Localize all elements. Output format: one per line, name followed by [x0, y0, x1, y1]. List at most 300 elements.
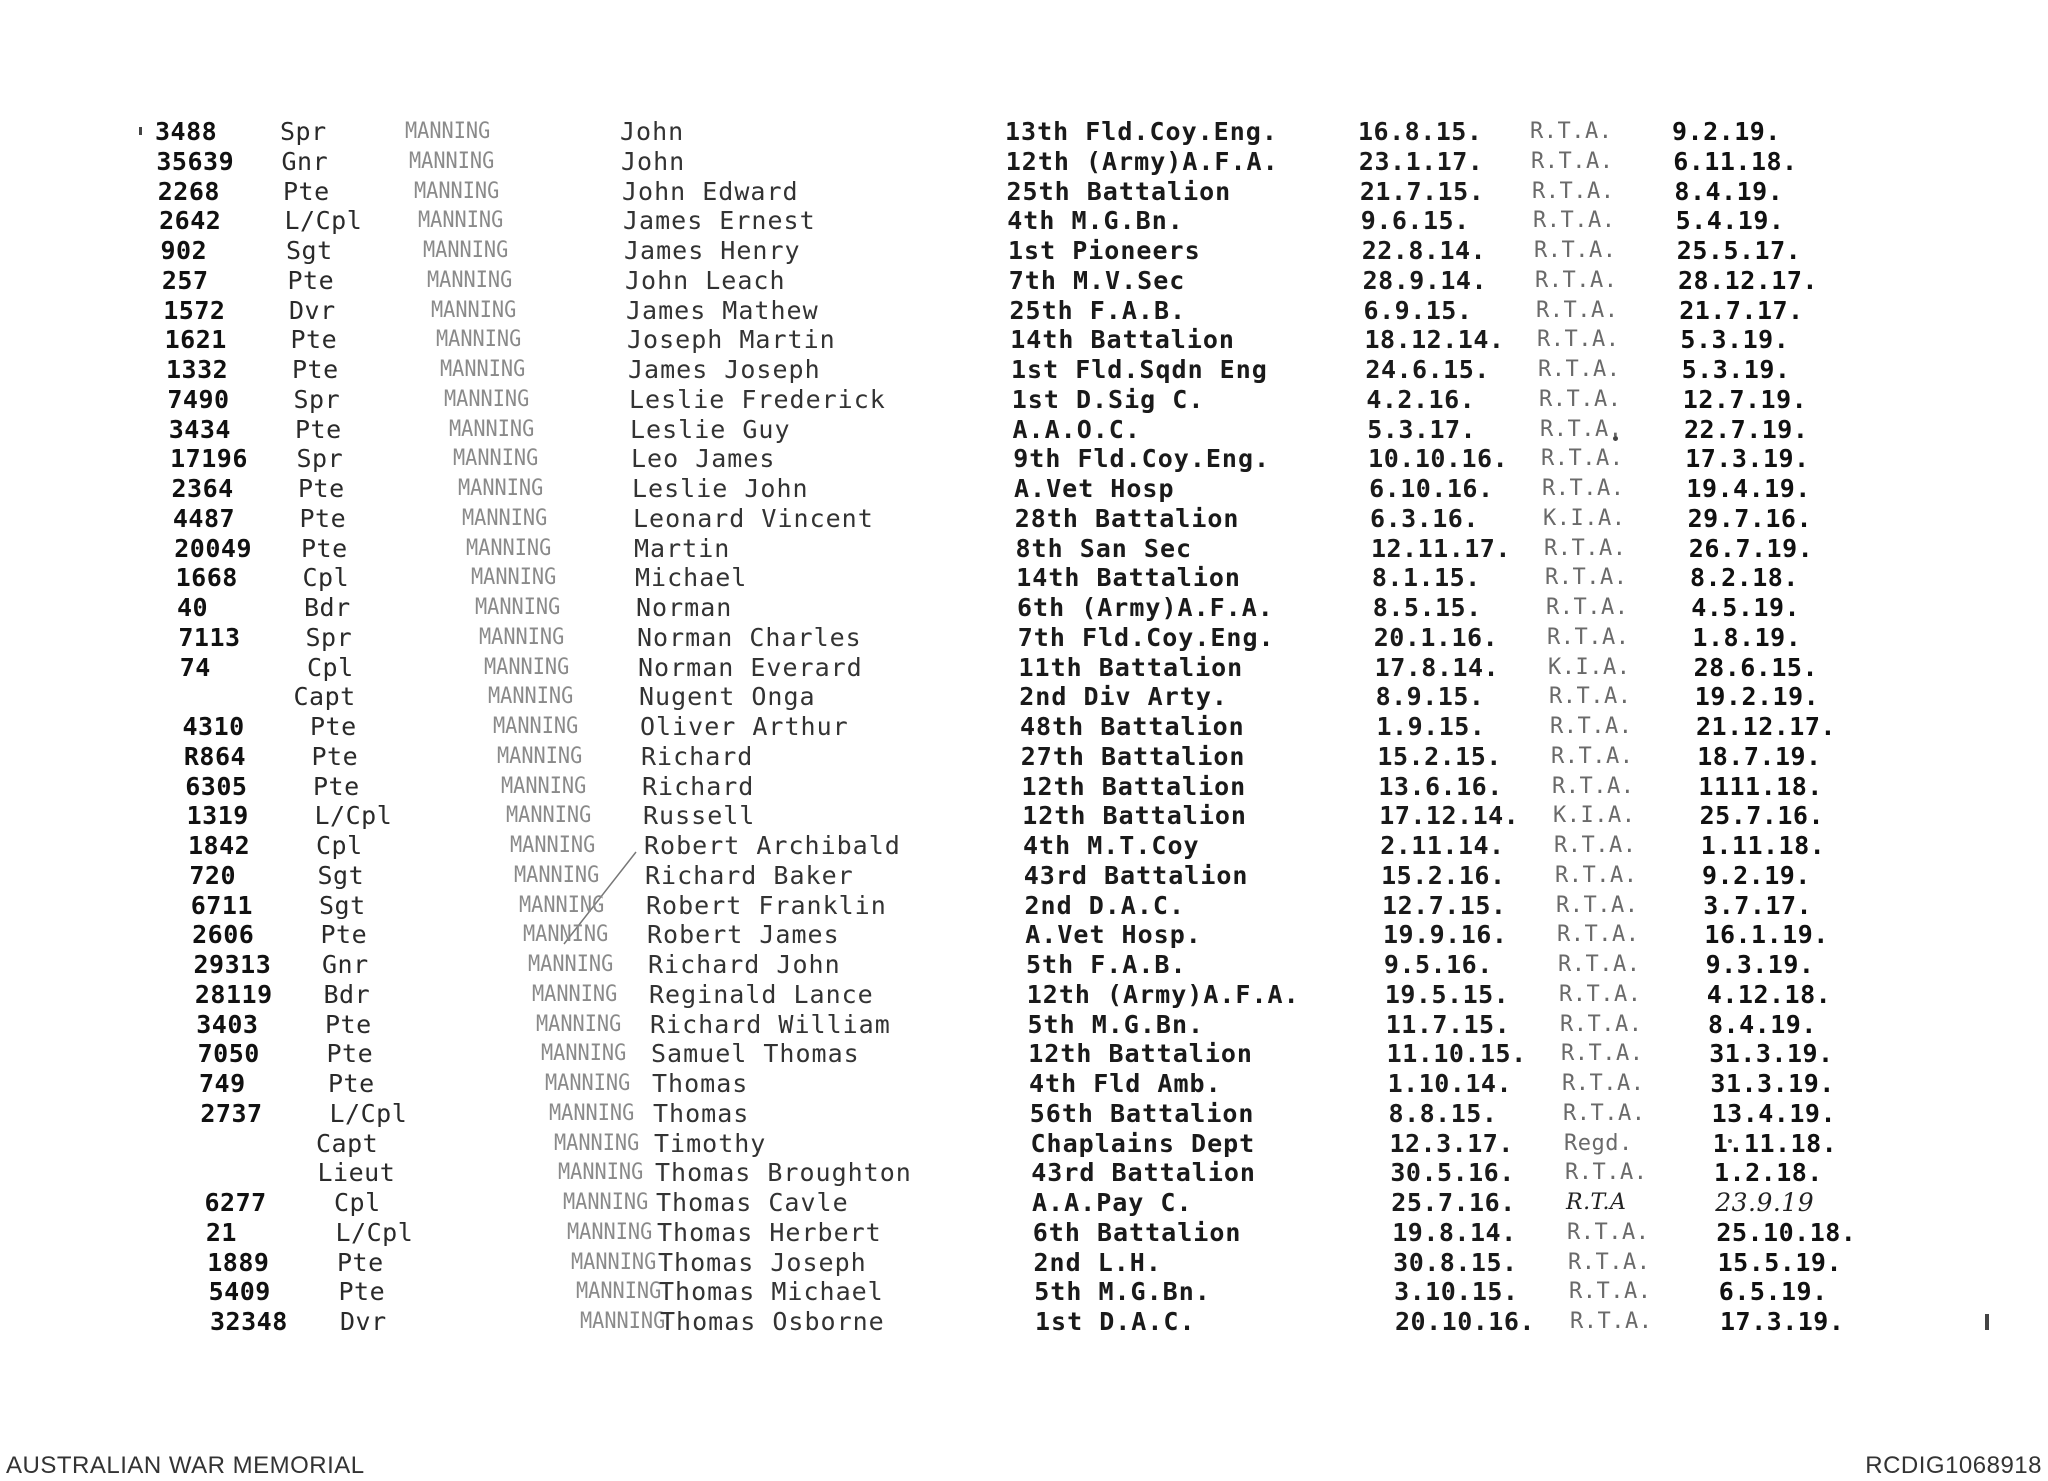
- table-row: [0, 535, 2048, 563]
- fate: R.T.A.: [1545, 565, 1628, 591]
- fate: R.T.A.: [1531, 148, 1614, 174]
- table-row: [0, 1219, 2048, 1247]
- surname: MANNING: [518, 892, 605, 918]
- fate: R.T.A.: [1537, 327, 1620, 353]
- enlisted-date: 9.5.16.: [1383, 950, 1493, 979]
- given-names: Norman Everard: [638, 652, 863, 682]
- return-date: 6.5.19.: [1718, 1277, 1828, 1307]
- surname: MANNING: [457, 476, 543, 501]
- institution-label: AUSTRALIAN WAR MEMORIAL: [6, 1452, 365, 1479]
- fate: R.T.A.: [1561, 1041, 1644, 1067]
- surname: MANNING: [440, 357, 526, 382]
- rank: Gnr: [322, 950, 369, 979]
- fate: R.T.A.: [1560, 1011, 1643, 1037]
- given-names: Norman Charles: [637, 622, 862, 652]
- enlisted-date: 1.9.15.: [1376, 712, 1486, 741]
- given-names: John Edward: [622, 176, 799, 206]
- return-date: 1.8.19.: [1692, 622, 1802, 652]
- fate: R.T.A.: [1530, 119, 1613, 144]
- enlisted-date: 19.5.15.: [1384, 979, 1510, 1009]
- rank: Bdr: [304, 593, 351, 622]
- rank: Spr: [293, 384, 341, 414]
- return-date: 4.5.19.: [1691, 593, 1801, 622]
- return-date: 9.2.19.: [1702, 860, 1811, 890]
- service-number: 2268: [157, 176, 220, 206]
- given-names: Leslie Guy: [630, 414, 791, 444]
- rank: Pte: [295, 414, 342, 444]
- service-number: 3488: [155, 117, 218, 146]
- service-number: 20049: [174, 533, 253, 563]
- unit: 7th Fld.Coy.Eng.: [1017, 622, 1275, 652]
- surname: MANNING: [562, 1190, 648, 1215]
- return-date: 1.11.18.: [1712, 1128, 1838, 1158]
- surname: MANNING: [483, 654, 570, 680]
- rank: Pte: [311, 741, 359, 771]
- fate: R.T.A.: [1567, 1219, 1650, 1245]
- unit: 11th Battalion: [1018, 652, 1244, 682]
- given-names: John: [620, 117, 685, 146]
- service-number: 1842: [188, 831, 251, 860]
- given-names: Robert James: [647, 920, 840, 950]
- given-names: Russell: [643, 801, 756, 831]
- table-row: [0, 564, 2048, 592]
- given-names: Richard: [642, 771, 755, 801]
- fate: R.T.A.: [1547, 624, 1630, 650]
- service-number: 1889: [207, 1247, 270, 1277]
- enlisted-date: 5.3.17.: [1367, 414, 1477, 444]
- rank: Pte: [301, 533, 348, 563]
- surname: MANNING: [531, 981, 618, 1007]
- fate: R.T.A.: [1570, 1309, 1653, 1334]
- given-names: James Ernest: [623, 206, 816, 236]
- service-number: 35639: [156, 146, 235, 176]
- given-names: Leslie Frederick: [629, 384, 886, 414]
- unit: 14th Battalion: [1016, 563, 1241, 593]
- surname: MANNING: [479, 624, 565, 650]
- unit: 1st D.Sig C.: [1011, 384, 1205, 414]
- table-row: [0, 1070, 2048, 1098]
- surname: MANNING: [431, 297, 517, 323]
- table-row: [0, 178, 2048, 206]
- fate: R.T.A.: [1569, 1279, 1652, 1305]
- fate: K.I.A.: [1553, 803, 1636, 829]
- rank: L/Cpl: [314, 801, 393, 831]
- rank: Pte: [298, 474, 345, 503]
- surname: MANNING: [558, 1160, 644, 1186]
- surname: MANNING: [514, 862, 600, 888]
- return-date: 28.6.15.: [1693, 652, 1819, 682]
- table-row: [0, 207, 2048, 235]
- surname: MANNING: [553, 1130, 640, 1156]
- surname: MANNING: [566, 1219, 653, 1245]
- table-row: [0, 445, 2048, 473]
- service-number: 7490: [167, 384, 230, 414]
- surname: MANNING: [405, 119, 491, 144]
- enlisted-date: 13.6.16.: [1378, 771, 1503, 801]
- given-names: Thomas Herbert: [657, 1217, 882, 1247]
- enlisted-date: 23.1.17.: [1358, 146, 1484, 176]
- fate: R.T.A.: [1541, 446, 1624, 472]
- table-row: [0, 1011, 2048, 1039]
- fate: R.T.A.: [1550, 714, 1633, 739]
- table-row: [0, 416, 2048, 444]
- surname: MANNING: [418, 208, 504, 234]
- rank: Sgt: [319, 890, 366, 920]
- unit: 56th Battalion: [1029, 1098, 1255, 1128]
- unit: 2nd Div Arty.: [1019, 682, 1228, 712]
- table-row: [0, 505, 2048, 533]
- surname: MANNING: [448, 416, 535, 442]
- table-row: [0, 1308, 2048, 1336]
- unit: 25th F.A.B.: [1009, 295, 1187, 325]
- unit: 12th Battalion: [1028, 1039, 1253, 1069]
- return-date: 4.12.18.: [1706, 979, 1832, 1009]
- table-row: [0, 148, 2048, 176]
- service-number: 7113: [178, 622, 241, 652]
- unit: A.Vet Hosp: [1014, 474, 1175, 503]
- return-date: 16.1.19.: [1704, 920, 1829, 950]
- enlisted-date: 30.8.15.: [1393, 1247, 1518, 1277]
- unit: 4th M.G.Bn.: [1007, 206, 1184, 236]
- given-names: Robert Archibald: [644, 831, 901, 860]
- service-number: 40: [177, 593, 209, 622]
- unit: 6th (Army)A.F.A.: [1017, 593, 1274, 622]
- unit: A.A.Pay C.: [1032, 1188, 1193, 1217]
- surname: MANNING: [409, 148, 495, 174]
- return-date: 31.3.19.: [1709, 1039, 1834, 1069]
- table-row: [0, 1130, 2048, 1158]
- table-row: [0, 1249, 2048, 1277]
- enlisted-date: 24.6.15.: [1365, 355, 1490, 384]
- surname: MANNING: [575, 1279, 661, 1305]
- table-row: [0, 1189, 2048, 1217]
- service-number: R864: [183, 741, 247, 771]
- service-number: 2364: [171, 474, 234, 503]
- surname: MANNING: [536, 1011, 622, 1037]
- unit: Chaplains Dept: [1030, 1128, 1256, 1158]
- given-names: Joseph Martin: [627, 325, 836, 355]
- given-names: Michael: [635, 563, 748, 593]
- return-date: 1.11.18.: [1700, 831, 1826, 860]
- table-row: [0, 386, 2048, 414]
- enlisted-date: 4.2.16.: [1366, 384, 1476, 414]
- given-names: Thomas: [653, 1098, 750, 1128]
- service-number: 5409: [208, 1277, 271, 1307]
- fate: Regd.: [1564, 1130, 1633, 1156]
- surname: MANNING: [545, 1071, 631, 1096]
- return-date: 6.11.18.: [1673, 146, 1798, 176]
- table-row: [0, 683, 2048, 711]
- unit: 5th M.G.Bn.: [1027, 1009, 1205, 1039]
- rank: L/Cpl: [329, 1098, 408, 1128]
- service-number: 6277: [204, 1188, 267, 1217]
- return-date: 23.9.19: [1715, 1188, 1815, 1217]
- rank: Sgt: [286, 236, 333, 265]
- table-row: [0, 981, 2048, 1009]
- unit: 5th F.A.B.: [1026, 950, 1187, 979]
- enlisted-date: 8.1.15.: [1371, 563, 1481, 593]
- fate: R.T.A.: [1558, 952, 1641, 977]
- rank: Pte: [325, 1009, 372, 1039]
- enlisted-date: 3.10.15.: [1394, 1277, 1519, 1307]
- given-names: Thomas: [652, 1069, 749, 1098]
- surname: MANNING: [496, 743, 583, 769]
- unit: 2nd L.H.: [1033, 1247, 1162, 1277]
- fate: R.T.A.: [1539, 386, 1622, 412]
- return-date: 1111.18.: [1698, 771, 1823, 801]
- surname: MANNING: [413, 178, 500, 204]
- service-number: 28119: [194, 979, 273, 1009]
- table-row: [0, 118, 2048, 146]
- surname: MANNING: [444, 386, 530, 412]
- service-number: 74: [179, 652, 211, 682]
- table-row: [0, 713, 2048, 741]
- return-date: 29.7.16.: [1687, 503, 1813, 533]
- enlisted-date: 20.1.16.: [1373, 622, 1499, 652]
- table-row: [0, 1040, 2048, 1068]
- fate: R.T.A.: [1546, 595, 1629, 620]
- return-date: 28.12.17.: [1678, 265, 1818, 295]
- service-number: 1319: [186, 801, 249, 831]
- given-names: Leslie John: [632, 474, 809, 503]
- return-date: 12.7.19.: [1682, 384, 1808, 414]
- given-names: Leonard Vincent: [633, 503, 874, 533]
- fate: K.I.A.: [1548, 654, 1631, 680]
- rank: Dvr: [289, 295, 336, 325]
- surname: MANNING: [461, 505, 548, 531]
- rank: Cpl: [307, 652, 354, 682]
- given-names: James Henry: [624, 236, 801, 265]
- rank: Pte: [328, 1069, 375, 1098]
- unit: 27th Battalion: [1020, 741, 1246, 771]
- given-names: Norman: [636, 593, 733, 622]
- enlisted-date: 6.3.16.: [1370, 503, 1479, 533]
- service-number: 1621: [164, 325, 227, 355]
- unit: 7th M.V.Sec: [1008, 265, 1186, 295]
- unit: 1st Fld.Sqdn Eng: [1011, 355, 1268, 384]
- return-date: 17.3.19.: [1685, 444, 1810, 474]
- given-names: Richard: [641, 741, 754, 771]
- table-row: [0, 326, 2048, 354]
- unit: 1st D.A.C.: [1035, 1307, 1196, 1336]
- enlisted-date: 9.6.15.: [1360, 206, 1470, 236]
- service-number: 1668: [175, 563, 238, 593]
- unit: 12th Battalion: [1022, 801, 1247, 831]
- given-names: Reginald Lance: [649, 979, 874, 1009]
- fate: R.T.A.: [1554, 833, 1637, 858]
- surname: MANNING: [527, 952, 613, 977]
- surname: MANNING: [549, 1100, 635, 1126]
- given-names: Thomas Joseph: [658, 1247, 867, 1277]
- enlisted-date: 19.8.14.: [1392, 1217, 1517, 1247]
- return-date: 19.4.19.: [1686, 474, 1811, 503]
- return-date: 8.4.19.: [1708, 1009, 1817, 1039]
- service-number: 2642: [159, 206, 222, 236]
- given-names: Thomas Broughton: [655, 1158, 912, 1188]
- unit: 25th Battalion: [1006, 176, 1232, 206]
- rank: Cpl: [316, 831, 363, 860]
- rank: Spr: [305, 622, 353, 652]
- unit: 12th (Army)A.F.A.: [1005, 146, 1279, 176]
- return-date: 8.2.18.: [1690, 563, 1799, 593]
- fate: R.T.A.: [1552, 773, 1635, 799]
- fate: R.T.A.: [1533, 208, 1616, 234]
- given-names: Thomas Michael: [659, 1277, 884, 1307]
- fate: R.T.A.: [1565, 1160, 1648, 1186]
- table-row: [0, 921, 2048, 949]
- unit: 6th Battalion: [1032, 1217, 1242, 1247]
- given-names: Richard Baker: [645, 860, 854, 890]
- surname: MANNING: [510, 833, 596, 858]
- table-row: [0, 475, 2048, 503]
- rank: L/Cpl: [335, 1217, 414, 1247]
- fate: R.T.A.: [1555, 862, 1638, 888]
- surname: MANNING: [492, 714, 578, 739]
- rank: Capt: [316, 1128, 379, 1158]
- enlisted-date: 25.7.16.: [1391, 1188, 1516, 1217]
- rank: Sgt: [317, 860, 365, 890]
- enlisted-date: 22.8.14.: [1361, 236, 1487, 265]
- given-names: Timothy: [654, 1128, 767, 1158]
- given-names: James Joseph: [628, 355, 821, 384]
- surname: MANNING: [426, 267, 513, 293]
- service-number: 17196: [170, 444, 248, 474]
- table-row: [0, 594, 2048, 622]
- table-row: [0, 892, 2048, 920]
- table-row: [0, 1100, 2048, 1128]
- return-date: 25.5.17.: [1676, 236, 1802, 265]
- enlisted-date: 8.5.15.: [1372, 593, 1482, 622]
- fate: R.T.A.: [1532, 178, 1615, 204]
- surname: MANNING: [470, 565, 556, 591]
- rank: Spr: [280, 117, 327, 146]
- enlisted-date: 12.7.15.: [1382, 890, 1507, 920]
- given-names: Samuel Thomas: [651, 1039, 860, 1069]
- fate: R.T.A: [1566, 1190, 1627, 1215]
- enlisted-date: 15.2.15.: [1377, 741, 1502, 771]
- fate: R.T.A.: [1536, 297, 1619, 323]
- service-number: 6305: [185, 771, 248, 801]
- surname: MANNING: [580, 1309, 666, 1334]
- rank: Pte: [313, 771, 360, 801]
- fate: R.T.A.: [1559, 981, 1642, 1007]
- table-row: [0, 624, 2048, 652]
- unit: 1st Pioneers: [1008, 236, 1201, 265]
- unit: A.A.O.C.: [1012, 414, 1141, 444]
- unit: 12th Battalion: [1021, 771, 1247, 801]
- enlisted-date: 17.8.14.: [1374, 652, 1500, 682]
- unit: 13th Fld.Coy.Eng.: [1005, 117, 1278, 146]
- surname: MANNING: [435, 327, 521, 353]
- return-date: 3.7.17.: [1703, 890, 1813, 920]
- table-row: [0, 802, 2048, 830]
- table-row: [0, 1278, 2048, 1306]
- rank: Pte: [290, 325, 338, 355]
- table-row: [0, 356, 2048, 384]
- return-date: 13.4.19.: [1711, 1098, 1837, 1128]
- surname: MANNING: [571, 1249, 657, 1275]
- enlisted-date: 17.12.14.: [1379, 801, 1520, 831]
- enlisted-date: 28.9.14.: [1362, 265, 1488, 295]
- rank: Pte: [292, 355, 339, 384]
- enlisted-date: 16.8.15.: [1358, 117, 1483, 146]
- unit: 4th Fld Amb.: [1029, 1069, 1222, 1098]
- table-row: [0, 951, 2048, 979]
- record-id-label: RCDIG1068918: [1865, 1452, 2042, 1479]
- service-number: 902: [160, 236, 208, 265]
- surname: MANNING: [523, 922, 609, 948]
- given-names: Robert Franklin: [646, 890, 887, 920]
- service-number: 1332: [166, 355, 229, 384]
- unit: 43rd Battalion: [1023, 860, 1249, 890]
- enlisted-date: 2.11.14.: [1380, 831, 1505, 860]
- unit: 9th Fld.Coy.Eng.: [1013, 444, 1271, 474]
- return-date: 17.3.19.: [1720, 1307, 1845, 1336]
- enlisted-date: 12.11.17.: [1370, 533, 1511, 563]
- rank: Pte: [299, 503, 347, 533]
- service-number: 2606: [192, 920, 255, 950]
- enlisted-date: 11.7.15.: [1385, 1009, 1511, 1039]
- table-row: [0, 862, 2048, 890]
- return-date: 25.10.18.: [1716, 1217, 1857, 1247]
- enlisted-date: 11.10.15.: [1386, 1039, 1527, 1069]
- table-row: [0, 832, 2048, 860]
- fate: R.T.A.: [1557, 922, 1640, 948]
- unit: 4th M.T.Coy: [1023, 831, 1200, 860]
- table-row: [0, 297, 2048, 325]
- service-number: 4487: [172, 503, 236, 533]
- fate: R.T.A.: [1538, 357, 1621, 382]
- enlisted-date: 8.9.15.: [1375, 682, 1485, 712]
- rank: Gnr: [281, 146, 329, 176]
- unit: 12th (Army)A.F.A.: [1026, 979, 1300, 1009]
- unit: 48th Battalion: [1020, 712, 1245, 741]
- rank: Dvr: [340, 1307, 387, 1336]
- service-number: 720: [189, 860, 237, 890]
- surname: MANNING: [475, 595, 561, 620]
- unit: 2nd D.A.C.: [1024, 890, 1186, 920]
- return-date: 8.4.19.: [1674, 176, 1784, 206]
- fate: R.T.A.: [1568, 1249, 1651, 1275]
- fate: R.T.A.: [1562, 1071, 1645, 1096]
- given-names: Richard William: [650, 1009, 891, 1039]
- rank: Pte: [338, 1277, 386, 1307]
- fate: K.I.A.: [1543, 505, 1626, 531]
- given-names: James Mathew: [626, 295, 819, 325]
- return-date: 25.7.16.: [1699, 801, 1825, 831]
- rank: Pte: [310, 712, 357, 741]
- surname: MANNING: [501, 773, 587, 799]
- given-names: Leo James: [631, 444, 776, 474]
- rank: Bdr: [323, 979, 371, 1009]
- enlisted-date: 19.9.16.: [1382, 920, 1508, 950]
- fate: R.T.A.: [1549, 684, 1632, 710]
- enlisted-date: 20.10.16.: [1395, 1307, 1535, 1336]
- enlisted-date: 10.10.16.: [1368, 444, 1509, 474]
- service-number: 7050: [197, 1039, 260, 1069]
- fate: R.T.A.: [1535, 267, 1618, 293]
- given-names: John Leach: [625, 265, 786, 295]
- rank: Pte: [337, 1247, 384, 1277]
- enlisted-date: 1.10.14.: [1387, 1069, 1513, 1098]
- service-number: 3403: [196, 1009, 259, 1039]
- enlisted-date: 30.5.16.: [1390, 1158, 1515, 1188]
- fate: R.T.A.: [1556, 892, 1639, 918]
- surname: MANNING: [505, 803, 591, 829]
- unit: 43rd Battalion: [1031, 1158, 1256, 1188]
- return-date: 1.2.18.: [1714, 1158, 1823, 1188]
- fate: R.T.A.: [1540, 416, 1623, 442]
